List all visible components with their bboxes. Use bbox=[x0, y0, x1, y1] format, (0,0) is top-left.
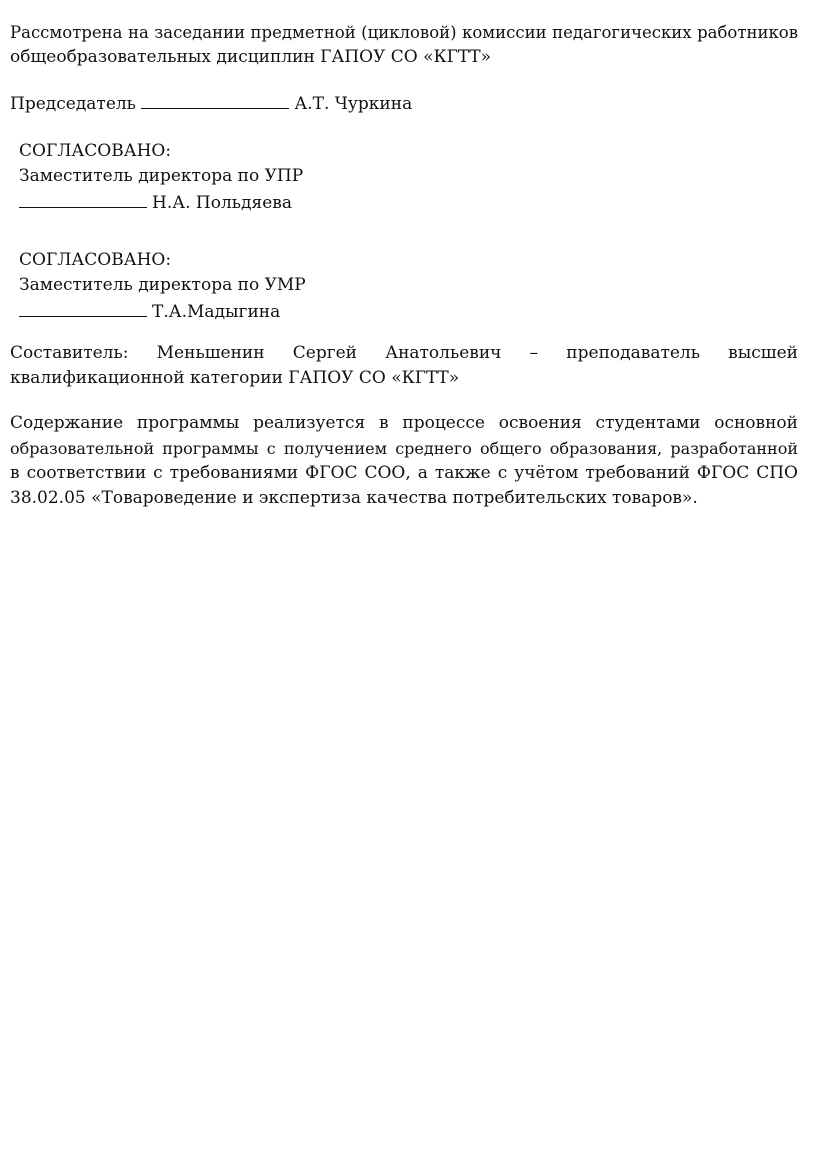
author-paragraph bbox=[10, 341, 798, 391]
signature-line bbox=[19, 189, 147, 208]
author-line: Составитель: Меньшенин Сергей Анатольевич – преподаватель высшей bbox=[10, 343, 798, 363]
approval-position: Заместитель директора по УМР bbox=[19, 275, 306, 295]
signature-line bbox=[141, 90, 289, 109]
approval-heading: СОГЛАСОВАНО: bbox=[19, 250, 172, 270]
review-paragraph bbox=[10, 20, 798, 70]
approval-heading: СОГЛАСОВАНО: bbox=[19, 141, 172, 161]
review-line: Рассмотрена на заседании предметной (цикловой) комиссии педагогических работников bbox=[10, 23, 798, 42]
author-line: квалификационной категории ГАПОУ СО «КГТТ» bbox=[10, 368, 460, 388]
chair-name: А.Т. Чуркина bbox=[294, 94, 413, 114]
content-line: Содержание программы реализуется в процессе освоения студентами основной bbox=[10, 413, 798, 433]
approval-block-umr bbox=[19, 248, 798, 325]
approval-block-upr bbox=[19, 139, 798, 216]
content-line: образовательной программы с получением среднего общего образования, разработанной bbox=[10, 439, 798, 458]
review-line: общеобразовательных дисциплин ГАПОУ СО «КГТТ» bbox=[10, 47, 492, 67]
content-line: в соответствии с требованиями ФГОС СОО, а также с учётом требований ФГОС СПО bbox=[10, 463, 798, 483]
approval-position: Заместитель директора по УПР bbox=[19, 166, 304, 186]
chair-label: Председатель bbox=[10, 94, 136, 114]
document-page bbox=[10, 20, 798, 511]
signature-line bbox=[19, 298, 147, 317]
content-paragraph bbox=[10, 411, 798, 511]
approval-name: Н.А. Польдяева bbox=[152, 193, 292, 213]
content-line: 38.02.05 «Товароведение и экспертиза качества потребительских товаров». bbox=[10, 488, 698, 508]
chair-signature bbox=[10, 90, 798, 117]
approval-name: Т.А.Мадыгина bbox=[152, 302, 281, 322]
